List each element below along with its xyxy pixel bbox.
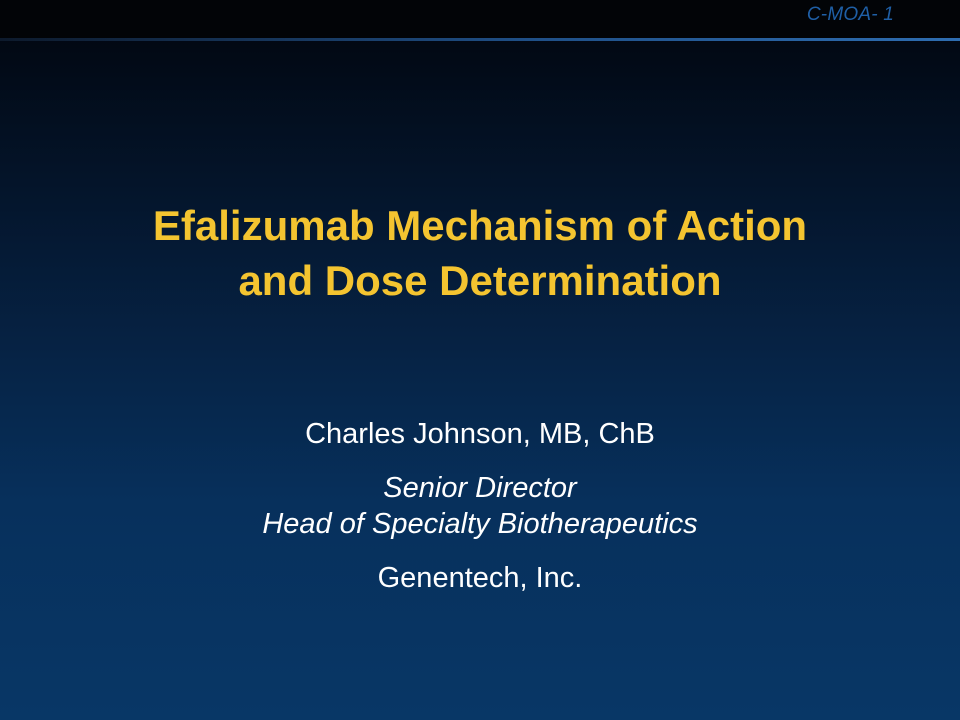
- title-line-2: and Dose Determination: [238, 257, 722, 304]
- presenter-block: [0, 416, 960, 596]
- header-divider: [0, 38, 960, 41]
- title-line-1: Efalizumab Mechanism of Action: [152, 202, 808, 249]
- presenter-name: Charles Johnson, MB, ChB: [305, 418, 655, 450]
- slide-id: C-MOA- 1: [806, 4, 894, 25]
- presenter-organization: Genentech, Inc.: [377, 562, 583, 594]
- presenter-role: [0, 470, 960, 542]
- presenter-role-line-2: Head of Specialty Biotherapeutics: [262, 508, 698, 540]
- slide-title: [0, 198, 960, 308]
- presenter-role-line-1: Senior Director: [383, 472, 577, 504]
